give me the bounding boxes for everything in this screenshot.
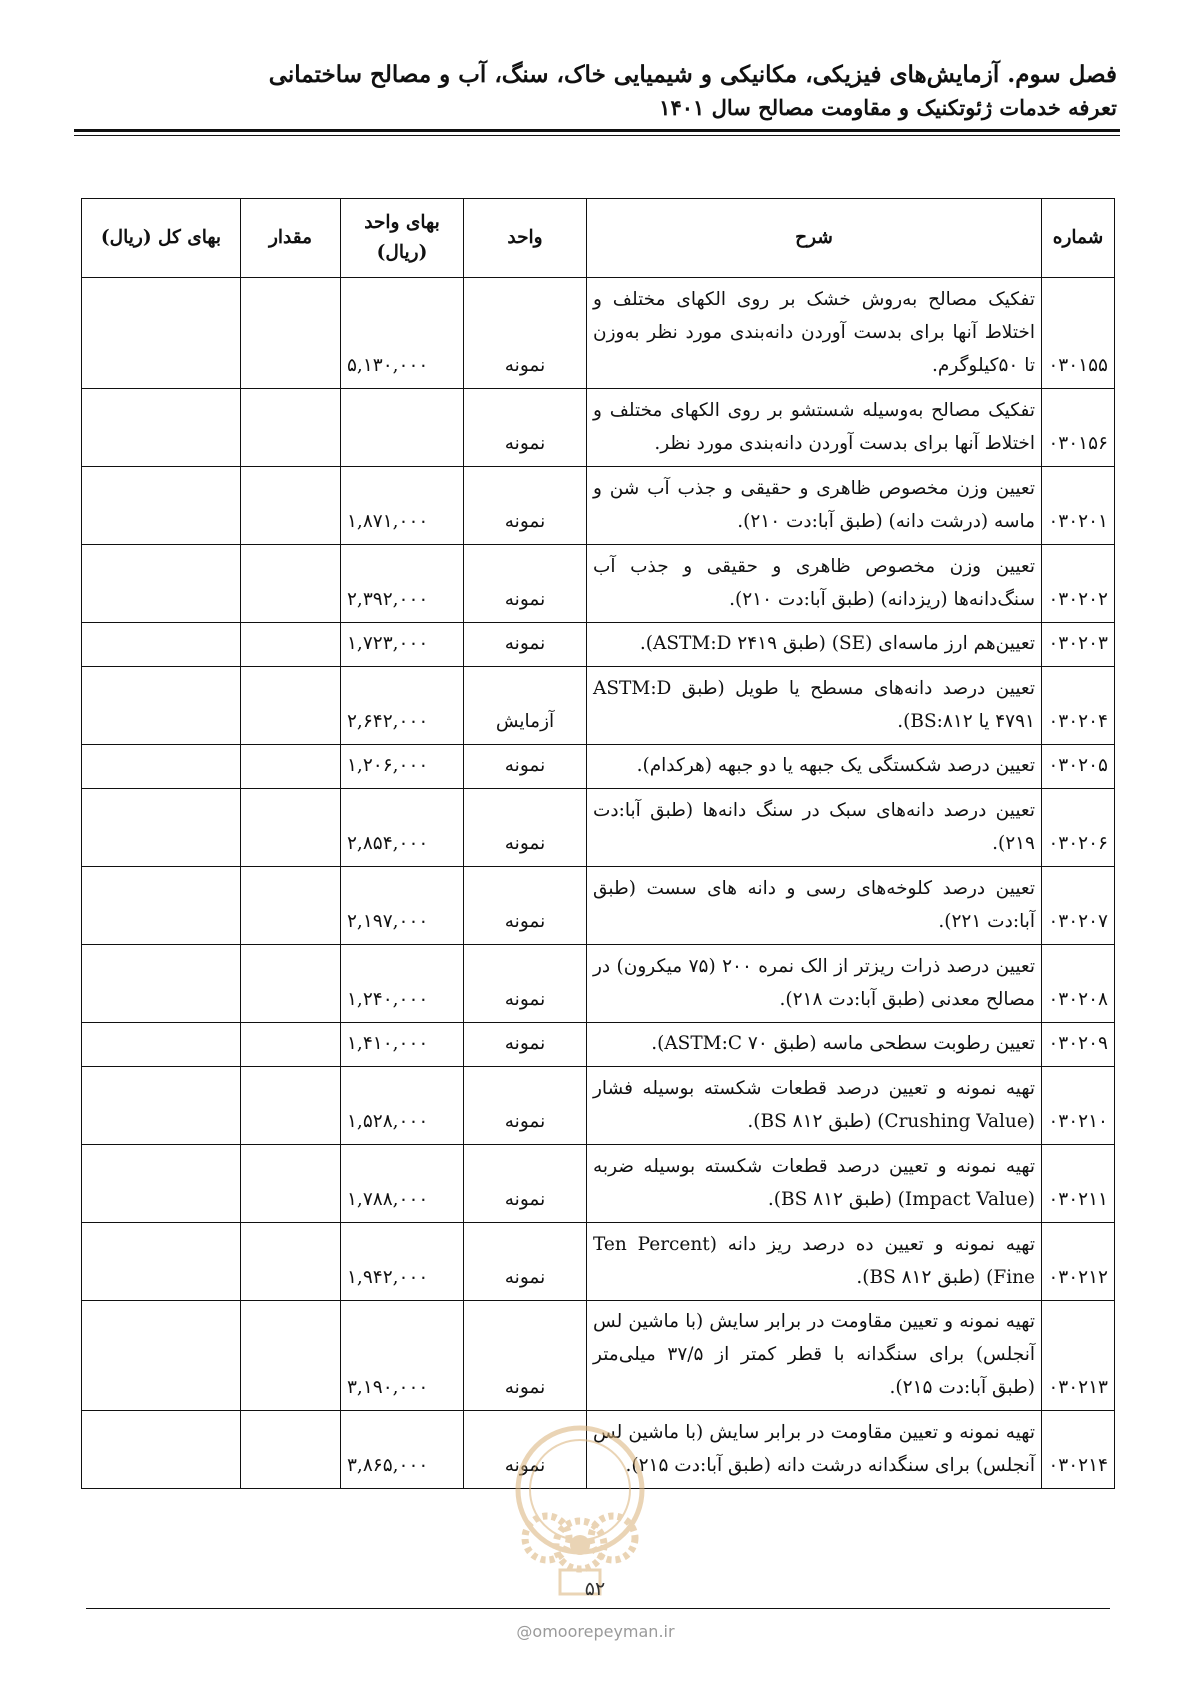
table-row (82, 1301, 1115, 1411)
item-total (82, 1411, 241, 1489)
item-total (82, 667, 241, 745)
table-row (82, 1023, 1115, 1067)
item-description: تهیه نمونه و تعیین مقاومت در برابر سایش (با ماشین لس آنجلس) برای سنگدانه درشت دانه (طبق آبا:دت ۲۱۵). (587, 1411, 1042, 1489)
table-row (82, 867, 1115, 945)
item-code: ۰۳۰۲۰۱ (1042, 467, 1115, 545)
item-quantity (241, 467, 341, 545)
item-quantity (241, 389, 341, 467)
item-unit: نمونه (464, 1301, 587, 1411)
item-quantity (241, 1023, 341, 1067)
item-code: ۰۳۰۲۰۲ (1042, 545, 1115, 623)
tariff-title: تعرفه خدمات ژئوتکنیک و مقاومت مصالح سال ۱۴۰۱ (659, 95, 1117, 120)
item-description: تعیین درصد شکستگی یک جبهه یا دو جبهه (هرکدام). (587, 745, 1042, 789)
item-quantity (241, 945, 341, 1023)
item-unit-price: ۱,۲۰۶,۰۰۰ (341, 745, 464, 789)
header-total-price: بهای کل (ریال) (82, 199, 241, 278)
item-description: تعیین‌هم ارز ماسه‌ای (SE) (طبق ASTM:D ۲۴۱۹). (587, 623, 1042, 667)
tariff-table (81, 198, 1115, 1489)
item-code: ۰۳۰۲۱۱ (1042, 1145, 1115, 1223)
item-description: تعیین درصد ذرات ریزتر از الک نمره ۲۰۰ (۷۵ میکرون) در مصالح معدنی (طبق آبا:دت ۲۱۸). (587, 945, 1042, 1023)
item-unit: نمونه (464, 1411, 587, 1489)
item-description: تفکیک مصالح به‌وسیله شستشو بر روی الکهای مختلف و اختلاط آنها برای بدست آوردن دانه‌بندی مورد نظر. (587, 389, 1042, 467)
item-code: ۰۳۰۲۱۳ (1042, 1301, 1115, 1411)
item-total (82, 789, 241, 867)
item-quantity (241, 1145, 341, 1223)
item-total (82, 389, 241, 467)
item-code: ۰۳۰۲۰۹ (1042, 1023, 1115, 1067)
item-unit-price: ۱,۷۲۳,۰۰۰ (341, 623, 464, 667)
item-total (82, 1023, 241, 1067)
table-row (82, 745, 1115, 789)
item-description: تعیین درصد کلوخه‌های رسی و دانه های سست (طبق آبا:دت ۲۲۱). (587, 867, 1042, 945)
header-code: شماره (1042, 199, 1115, 278)
item-total (82, 545, 241, 623)
item-unit-price: ۱,۵۲۸,۰۰۰ (341, 1067, 464, 1145)
header-quantity: مقدار (241, 199, 341, 278)
table-row (82, 789, 1115, 867)
item-unit-price: ۲,۳۹۲,۰۰۰ (341, 545, 464, 623)
item-code: ۰۳۰۲۰۶ (1042, 789, 1115, 867)
table-row (82, 467, 1115, 545)
item-quantity (241, 667, 341, 745)
item-unit: نمونه (464, 867, 587, 945)
item-description: تعیین درصد دانه‌های سبک در سنگ دانه‌ها (طبق آبا:دت ۲۱۹). (587, 789, 1042, 867)
item-description: تعیین رطوبت سطحی ماسه (طبق ASTM:C ۷۰). (587, 1023, 1042, 1067)
watermark-seal (505, 1420, 655, 1600)
item-total (82, 278, 241, 389)
item-description: تفکیک مصالح به‌روش خشک بر روی الکهای مختلف و اختلاط آنها برای بدست آوردن دانه‌بندی مورد نظر به‌وزن تا ۵۰کیلوگرم. (587, 278, 1042, 389)
item-unit: نمونه (464, 467, 587, 545)
item-description: تعیین وزن مخصوص ظاهری و حقیقی و جذب آب شن و ماسه (درشت دانه) (طبق آبا:دت ۲۱۰). (587, 467, 1042, 545)
item-code: ۰۳۰۲۱۲ (1042, 1223, 1115, 1301)
item-unit-price: ۲,۱۹۷,۰۰۰ (341, 867, 464, 945)
item-unit: آزمایش (464, 667, 587, 745)
item-quantity (241, 623, 341, 667)
website-watermark: @omoorepeyman.ir (516, 1622, 675, 1641)
item-total (82, 945, 241, 1023)
item-total (82, 1067, 241, 1145)
item-unit: نمونه (464, 789, 587, 867)
item-total (82, 1301, 241, 1411)
item-unit: نمونه (464, 389, 587, 467)
item-code: ۰۳۰۱۵۵ (1042, 278, 1115, 389)
table-row (82, 545, 1115, 623)
header-unit-price: بهای واحد (ریال) (341, 199, 464, 278)
item-unit: نمونه (464, 945, 587, 1023)
item-code: ۰۳۰۲۰۸ (1042, 945, 1115, 1023)
item-unit-price: ۱,۴۱۰,۰۰۰ (341, 1023, 464, 1067)
item-unit: نمونه (464, 278, 587, 389)
header-rule-thin (74, 135, 1120, 136)
item-unit-price: ۱,۹۴۲,۰۰۰ (341, 1223, 464, 1301)
item-quantity (241, 867, 341, 945)
item-unit-price: ۳,۱۹۰,۰۰۰ (341, 1301, 464, 1411)
item-unit-price: ۳,۸۶۵,۰۰۰ (341, 1411, 464, 1489)
item-unit-price (341, 389, 464, 467)
item-unit: نمونه (464, 623, 587, 667)
item-unit: نمونه (464, 745, 587, 789)
item-total (82, 623, 241, 667)
item-code: ۰۳۰۱۵۶ (1042, 389, 1115, 467)
item-unit: نمونه (464, 1023, 587, 1067)
table-header-row (82, 199, 1115, 278)
item-code: ۰۳۰۲۰۴ (1042, 667, 1115, 745)
item-total (82, 867, 241, 945)
header-rule-thick (74, 129, 1120, 132)
item-quantity (241, 1067, 341, 1145)
item-unit: نمونه (464, 1067, 587, 1145)
page-header (76, 58, 1117, 124)
item-code: ۰۳۰۲۱۴ (1042, 1411, 1115, 1489)
item-quantity (241, 745, 341, 789)
table-row (82, 667, 1115, 745)
table-row (82, 389, 1115, 467)
item-description: تعیین وزن مخصوص ظاهری و حقیقی و جذب آب سنگ‌دانه‌ها (ریزدانه) (طبق آبا:دت ۲۱۰). (587, 545, 1042, 623)
item-description: تهیه نمونه و تعیین درصد قطعات شکسته بوسیله فشار (Crushing Value) (طبق BS ۸۱۲). (587, 1067, 1042, 1145)
table-row (82, 278, 1115, 389)
item-unit-price: ۱,۲۴۰,۰۰۰ (341, 945, 464, 1023)
table-row (82, 945, 1115, 1023)
item-code: ۰۳۰۲۱۰ (1042, 1067, 1115, 1145)
item-code: ۰۳۰۲۰۳ (1042, 623, 1115, 667)
item-total (82, 467, 241, 545)
item-quantity (241, 1223, 341, 1301)
item-unit-price: ۱,۷۸۸,۰۰۰ (341, 1145, 464, 1223)
table-row (82, 1145, 1115, 1223)
header-description: شرح (587, 199, 1042, 278)
item-unit-price: ۱,۸۷۱,۰۰۰ (341, 467, 464, 545)
item-total (82, 745, 241, 789)
item-description: تعیین درصد دانه‌های مسطح یا طویل (طبق ASTM:D ۴۷۹۱ یا BS:۸۱۲). (587, 667, 1042, 745)
item-code: ۰۳۰۲۰۵ (1042, 745, 1115, 789)
header-unit: واحد (464, 199, 587, 278)
item-unit-price: ۵,۱۳۰,۰۰۰ (341, 278, 464, 389)
item-description: تهیه نمونه و تعیین مقاومت در برابر سایش (با ماشین لس آنجلس) برای سنگدانه با قطر کمتر از ۳۷/۵ میلی‌متر (طبق آبا:دت ۲۱۵). (587, 1301, 1042, 1411)
item-code: ۰۳۰۲۰۷ (1042, 867, 1115, 945)
item-total (82, 1223, 241, 1301)
page-number: ۵۲ (584, 1578, 606, 1600)
item-total (82, 1145, 241, 1223)
item-quantity (241, 1411, 341, 1489)
item-unit: نمونه (464, 1223, 587, 1301)
chapter-title: فصل سوم. آزمایش‌های فیزیکی، مکانیکی و شیمیایی خاک، سنگ، آب و مصالح ساختمانی (268, 61, 1117, 88)
footer-rule (86, 1608, 1110, 1609)
item-unit-price: ۲,۸۵۴,۰۰۰ (341, 789, 464, 867)
item-quantity (241, 789, 341, 867)
item-unit: نمونه (464, 545, 587, 623)
item-quantity (241, 278, 341, 389)
item-description: تهیه نمونه و تعیین ده درصد ریز دانه (Ten Percent Fine) (طبق BS ۸۱۲). (587, 1223, 1042, 1301)
item-quantity (241, 1301, 341, 1411)
item-unit: نمونه (464, 1145, 587, 1223)
item-quantity (241, 545, 341, 623)
table-row (82, 1223, 1115, 1301)
table-row (82, 623, 1115, 667)
table-row (82, 1067, 1115, 1145)
item-unit-price: ۲,۶۴۲,۰۰۰ (341, 667, 464, 745)
item-description: تهیه نمونه و تعیین درصد قطعات شکسته بوسیله ضربه (Impact Value) (طبق BS ۸۱۲). (587, 1145, 1042, 1223)
